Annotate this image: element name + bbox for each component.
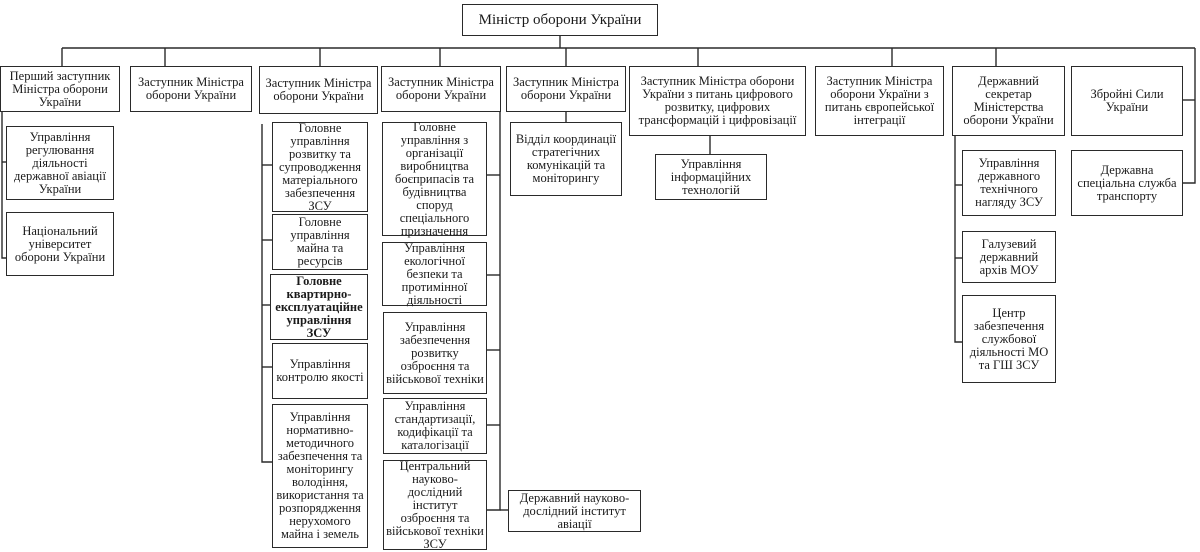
minister-box bbox=[462, 4, 658, 36]
unit-aviation-research-institute bbox=[508, 490, 641, 532]
head-label: Перший заступник Міністра оборони України bbox=[9, 68, 111, 109]
unit-label: Управління інформаційних технологій bbox=[670, 156, 752, 197]
head-armed-forces bbox=[1071, 66, 1183, 136]
head-label: Збройні Сили України bbox=[1090, 87, 1164, 114]
unit-label: Центр забезпечення службової діяльності МО та ГШ ЗСУ bbox=[969, 305, 1049, 372]
connector-col9-spine bbox=[1183, 48, 1195, 183]
unit-national-defense-university bbox=[6, 212, 114, 276]
unit-ammunition-production bbox=[382, 119, 487, 238]
connector-col8-spine bbox=[955, 136, 962, 342]
unit-main-dept-property-resources bbox=[272, 214, 368, 270]
unit-branch-state-archive bbox=[962, 231, 1056, 283]
head-label: Заступник Міністра оборони України bbox=[513, 75, 619, 102]
unit-information-technology bbox=[655, 154, 767, 200]
head-deputy-2 bbox=[130, 66, 252, 112]
unit-ecological-safety-demining bbox=[382, 242, 487, 306]
unit-label: Головне управління розвитку та супроводження матеріального забезпечення ЗСУ bbox=[278, 120, 362, 213]
unit-label: Відділ координації стратегічних комунікацій та моніторингу bbox=[515, 132, 617, 185]
head-label: Заступник Міністра оборони України bbox=[388, 75, 494, 102]
head-first-deputy bbox=[0, 66, 120, 112]
unit-quality-control bbox=[272, 343, 368, 399]
head-label: Державний секретар Міністерства оборони України bbox=[963, 74, 1054, 127]
head-deputy-4 bbox=[381, 66, 501, 112]
minister-title: Міністр оборони України bbox=[478, 12, 642, 28]
unit-main-housing-maintenance bbox=[270, 274, 368, 340]
unit-label: Державна спеціальна служба транспорту bbox=[1077, 162, 1177, 203]
head-state-secretary bbox=[952, 66, 1065, 136]
head-label: Заступник Міністра оборони України з питань цифрового розвитку, цифрових трансформацій і цифровізації bbox=[638, 74, 797, 127]
unit-label: Національний університет оборони України bbox=[14, 223, 106, 264]
unit-label: Управління державного технічного нагляду ЗСУ bbox=[975, 156, 1043, 209]
head-deputy-eu-integration bbox=[815, 66, 944, 136]
unit-label: Галузевий державний архів МОУ bbox=[979, 236, 1039, 277]
head-deputy-digital bbox=[629, 66, 806, 136]
unit-technical-supervision bbox=[962, 150, 1056, 216]
head-deputy-5 bbox=[506, 66, 626, 112]
unit-label: Головне квартирно-експлуатаційне управління ЗСУ bbox=[275, 273, 363, 340]
unit-label: Головне управління з організації виробництва боєприпасів та будівництва споруд спеціального призначення bbox=[394, 119, 475, 238]
unit-label: Головне управління майна та ресурсів bbox=[290, 215, 350, 268]
unit-label: Управління забезпечення розвитку озброєння та військової техніки bbox=[386, 319, 484, 386]
head-label: Заступник Міністра оборони України bbox=[265, 76, 372, 103]
unit-standardization-codification bbox=[383, 398, 487, 454]
unit-label: Центральний науково-дослідний інститут озброєння та військової техніки ЗСУ bbox=[386, 458, 484, 551]
head-label: Заступник Міністра оборони України з питань європейської інтеграції bbox=[824, 74, 935, 127]
connector-col4-spine bbox=[487, 112, 500, 510]
unit-label: Управління нормативно-методичного забезпечення та моніторингу володіння, використання та розпорядження нерухомого майна і земель bbox=[276, 410, 364, 541]
unit-state-aviation-regulation bbox=[6, 126, 114, 200]
unit-label: Управління стандартизації, кодифікації та каталогізації bbox=[394, 399, 476, 452]
unit-weapons-development bbox=[383, 312, 487, 394]
unit-label: Управління контролю якості bbox=[276, 357, 364, 384]
head-label: Заступник Міністра оборони України bbox=[138, 75, 244, 102]
unit-service-support-center bbox=[962, 295, 1056, 383]
unit-label: Державний науково-дослідний інститут авіації bbox=[519, 490, 630, 531]
unit-label: Управління екологічної безпеки та протимінної діяльності bbox=[401, 240, 468, 307]
unit-main-dept-materiel-development bbox=[272, 122, 368, 212]
unit-central-research-institute bbox=[383, 460, 487, 550]
head-deputy-3 bbox=[259, 66, 378, 114]
unit-state-transport-service bbox=[1071, 150, 1183, 216]
unit-label: Управління регулювання діяльності державної авіації України bbox=[14, 129, 106, 196]
unit-real-estate-monitoring bbox=[272, 404, 368, 548]
unit-strategic-communications bbox=[510, 122, 622, 196]
